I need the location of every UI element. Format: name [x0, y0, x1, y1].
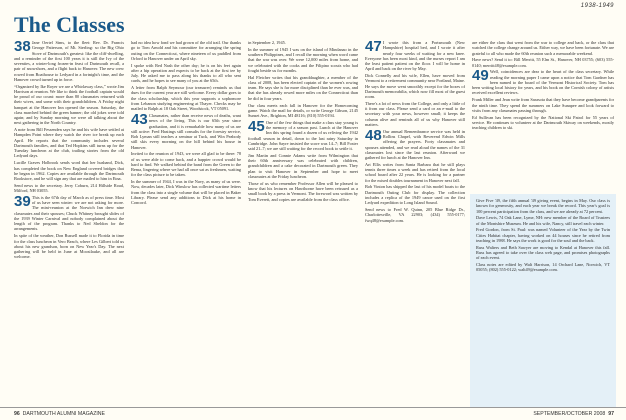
class-note-paragraph	[365, 207, 465, 223]
paragraph-text: In the summer of 1944, I was in the Navy, as many of us were. Now, decades later, Dick Winslow has collected wartime letters from the class into a single volume that will be placed in Baker Library. Please send any additions to Dick at his home in Concord.	[131, 179, 241, 206]
paragraph-text: Bob Vinton has shipped the last of his model boats to the Dartmouth Outing Club for display. The collection includes a replica of the 1949 canoe used on the first Ledyard expedition to Long Island Sound.	[365, 184, 465, 206]
paragraph-text: Russ Walters and Beth Sawyer are moving to Kendal at Hanover this fall. Russ has agreed to take over the class web page, and promises photographs of each event.	[476, 244, 610, 261]
class-note-paragraph	[472, 115, 614, 131]
paragraph-text: Hal Fletcher writes that his granddaughter, a member of the class of 2008, has been elected captain of the women's rowing team. He says she is far more disciplined than he ever was, and that she has already rowed more miles on the Connecticut than he did in four years.	[248, 74, 358, 101]
class-note-paragraph	[14, 183, 124, 194]
paragraph-text: A letter from Ralph Seymour (our treasurer) reminds us that dues for the current year are still welcome. Every dollar goes to the class scholarship, which this year supports a sophomore from Lebanon studying engineering at Thayer. Checks may be mailed to Ralph at 18 Oak Street, Woodstock, VT 05091.	[131, 85, 241, 112]
class-note-paragraph	[365, 40, 465, 72]
paragraph-text: Class notes are edited by Walt Harrison, 14 Orchard Lane, Norwich, VT 05055; (802) 555-0122; walt49@example.com.	[476, 262, 610, 273]
paragraph-text: Jim Martin and Connie Adams write from Wilmington that their 60th anniversary was celebrated with children, grandchildren and a cake decorated in Dartmouth green. They plan to visit Hanover in September and hope to meet classmates at the Friday luncheon.	[248, 152, 358, 179]
class-note-paragraph	[248, 47, 358, 73]
class-note-paragraph	[248, 153, 358, 179]
class-note-paragraph	[131, 179, 241, 205]
paragraph-text: Well, coincidences are dear to the heart of the class secretary. While reading the morning paper I came upon a notice that Tom Gardner has been named to the board of the Vermont Historical Society. Tom has been writing local history for years, and his book on the Cornish colony of artists received excellent reviews.	[472, 69, 614, 96]
footer-left	[14, 411, 105, 417]
issue-date: SEPTEMBER/OCTOBER 2008	[533, 411, 606, 417]
paragraph-text: Lucille Graves Holbrook sends word that her husband, Dick, has completed the book on New England covered bridges that he began in 1962. Copies are available through the Dartmouth Bookstore, and he will sign any that are mailed to him in Etna.	[14, 160, 124, 182]
class-note-paragraph	[131, 85, 241, 111]
paragraph-text: One of the few things that make a class stay young is the memory of a season past. Lunch at the Hanover Inn this spring found a dozen of us reliving the 1942 football season in detail, down to the last rainy Saturday in Cambridge. John Sayre insisted the score was 14–7; Bill Foster said 21–7; we are still waiting for the record book to settle it.	[248, 119, 358, 152]
paragraph-text: Have news? Send it to: Bill Merritt, 55 Elm St., Hanover, NH 03755; (603) 555-0140; merritt48@example.com.	[472, 57, 614, 68]
paragraph-text: “Organized by Ike Royer we are a Whirlaway class,” wrote Jim Harrison at reunion. We like to think the football captain would be proud of our count: more than 80 classmates returned with their wives, and some with their grandchildren. A Friday night banquet at the Hanover Inn opened the season. Saturday, the class marched behind the green banner; the old jokes were told again; and by Sunday morning we were all talking about the next gathering in the North Country.	[14, 83, 124, 126]
class-note-paragraph	[131, 63, 241, 84]
paragraph-text: in September 2, 1945.	[248, 40, 286, 45]
paragraph-text: I spoke with Red Nash the other day; he is on his feet again after a hip operation and expects to be back at the first tee by July. He asked me to pass along his thanks to all who sent cards, and he hopes to see many of you at the 65th.	[131, 62, 241, 84]
class-note-paragraph	[365, 73, 465, 99]
paragraph-text: In the summer of 1945 I was on the island of Mindanao in the southern Philippines, and I recall the morning when word came that the war was over. We were 12,000 miles from home, and we celebrated with the cooks and the Filipino scouts who had fought beside us for months.	[248, 46, 358, 73]
class-note-paragraph	[476, 245, 610, 261]
class-note-paragraph	[248, 103, 358, 119]
class-note-paragraph	[131, 151, 241, 177]
paragraph-text: A note from Bill Fessenden says he and his wife have settled at Hampden Point where they watch the river ice break up each April. He reports that the community includes several Dartmouth families, and that Ted Hopkins still turns up for the Tuesday luncheon at the club, trailing stories from the old Ledyard days.	[14, 127, 124, 159]
class-note-paragraph	[131, 40, 241, 61]
paragraph-text: I wrote this from a Portsmouth (New Hampshire) hospital bed, and I wrote it after nearly four weeks of waiting for a new knee. Everyone has been most kind, and the nurses report I am the least patient patient on the floor. I will be home in April and back on the river by May.	[365, 40, 465, 72]
paragraph-text: Dick Connelly and his wife, Ellen, have moved from Vermont to a retirement community near Portland, Maine. He says the move went smoothly except for the boxes of Dartmouth memorabilia, which now fill most of the guest room.	[365, 73, 465, 100]
page-number-right: 97	[608, 411, 614, 417]
class-note-paragraph	[14, 84, 124, 126]
column-1	[14, 40, 124, 405]
paragraph-text: are either the class that went from the war to college and back, or the class that watched the college change around us. Either way, we have been fortunate. We are grateful to all who made the 60th reunion such a memorable weekend.	[472, 40, 614, 56]
class-note-paragraph	[248, 40, 358, 45]
sidebar-text	[476, 198, 610, 404]
class-year-dropcap: 47	[365, 40, 382, 55]
paragraph-text: Dave Lewis, 74 Oak Lane, Lyme, NH: new member of the Board of Trustees of the Montshire Museum. He and his wife, Nancy, still travel each winter.	[476, 215, 610, 226]
paragraph-text: Frank Miller and Jean write from Sarasota that they have become grandparents for the ninth time. They spend the summers on Lake Sunapee and look forward to visits from any classmates passing through.	[472, 97, 614, 113]
paragraph-text: Our annual Remembrance service was held in Rollins Chapel, with Reverend Edwin Mills offering the prayers. Forty classmates and spouses attended, and we read aloud the names of the 31 classmates lost since the last reunion. Afterward we gathered for lunch at the Hanover Inn.	[365, 128, 465, 161]
paragraph-text: There's a lot of news from the College, and only a little of it from our class. Please send a card or an e-mail to the secretary with your news, however small; it keeps the column alive and reminds all of us why Hanover still matters.	[365, 100, 465, 127]
class-note-paragraph	[365, 162, 465, 183]
class-note-paragraph	[472, 57, 614, 68]
class-note-paragraph	[131, 113, 241, 150]
class-year-dropcap: 45	[248, 117, 265, 135]
class-note-paragraph	[476, 262, 610, 273]
paragraph-text: In spite of the weather, Don Russell made it to Florida in time for the class luncheon in Vero Beach, where Les Gilbert told us about his new grandson, born on New Year's Day. The next gathering will be held in June at Moosilauke, and all are welcome.	[14, 233, 124, 260]
paragraph-text: Classmates, rather than receive news of deaths, want news of the living. This is our 65th year since graduation, and it is remarkable how many of us are still active: Fred Hastings still consults for the forestry service, Bob Lyman still teaches a seminar at Tuck, and Win Peabody still skis every morning on the hill behind his house in Hanover.	[131, 113, 241, 150]
class-year-dropcap: 49	[472, 67, 489, 85]
paragraph-text: Those of us who remember Professor Allen will be pleased to know that his lectures on Hawthorne have been reissued as a small book by a press in Vermont. The foreword was written by Tom Everett, and copies are available from the class office.	[248, 180, 358, 202]
class-note-paragraph	[248, 75, 358, 101]
paragraph-text: Jane Oertel Sims, to the fleet: Rev. Dr. Francis George Patterson, of Mt. Sterling: so the Big Ohio Stove of Dartmouth's greatest: like the cliff-dwelling, and a reminder of the first 100 years it is still the Ivy of the seventies, a winter-long frozen-in feast of Dartmouth recall, a pair of snowshoes, and a flight back to Hanover. The new crew rowed from Boathouse to Ledyard in a fortnight's time, and the Hanover crowd turned up in force.	[14, 40, 124, 82]
class-note-paragraph	[14, 40, 124, 82]
paragraph-text: Send news to the secretary. Jerry Coburn, 214 Hillside Road, Milford, NH 03055.	[14, 182, 124, 194]
column-5	[472, 40, 614, 190]
sidebar-box	[470, 194, 616, 408]
paragraph-text: Ed Sullivan has been recognized by the National Ski Patrol for 55 years of service. He continues to volunteer at the Dartmouth Skiway on weekends, mostly teaching children to ski.	[472, 114, 614, 131]
class-note-paragraph	[476, 198, 610, 214]
column-4	[365, 40, 465, 405]
class-note-paragraph	[476, 227, 610, 243]
paragraph-text: This is the 67th day of March as of press time. Most of us have seen winter: we are not asking for more. The mini-reunion at the Norwich Inn drew nine classmates and their spouses; Chuck Whitney brought slides of the 1939 Winter Carnival and nobody complained about the length of the program. Thanks to Ned Sheldon for the arrangements.	[14, 194, 124, 232]
class-note-paragraph	[365, 101, 465, 127]
class-note-paragraph	[476, 215, 610, 226]
paragraph-text: Our class meets each fall in Hanover for the Homecoming game. Watch the mail for details, or write George Gibson, 2145 Sunset Ave., Brighton, MI 48116; (810) 555-0194.	[248, 102, 358, 119]
paragraph-text: Invited to the reunion of 1943, we were all glad to be there: 78 of us were able to come back, and a happier crowd would be hard to find. We walked behind the band from the Green to the Bema, lingering where we had all once sat as freshmen, waiting for the class picture to be taken.	[131, 151, 241, 178]
footer-rule	[0, 407, 626, 408]
class-note-paragraph	[248, 181, 358, 202]
paragraph-text: Send news to Fred W. Quinn, 205 Blue Ridge Dr., Charlottesville, VA 22903; (434) 555-0177; fwq48@example.com.	[365, 207, 465, 223]
class-year-dropcap: 38	[14, 40, 31, 55]
class-year-dropcap: 43	[131, 111, 148, 129]
paragraph-text: Fred Gordon, from St. Paul: was named Volunteer of the Year by the Twin Cities Habitat chapter, having worked on 44 houses since he retired from teaching in 1988. He says the work is good for the soul and the back.	[476, 227, 610, 243]
column-3	[248, 40, 358, 405]
publication-name: DARTMOUTH ALUMNI MAGAZINE	[22, 411, 106, 417]
section-title: The Classes	[14, 12, 125, 37]
class-note-paragraph	[248, 117, 358, 152]
paragraph-text: Art Ellis writes from Santa Barbara that he still plays tennis three times a week and has retired from the local school board after 22 years. He is looking for a partner for the mixed doubles tournament in Hanover next fall.	[365, 161, 465, 183]
class-note-paragraph	[472, 40, 614, 56]
class-year-dropcap: 48	[365, 126, 382, 144]
class-note-paragraph	[14, 192, 124, 232]
class-note-paragraph	[14, 160, 124, 181]
class-year-dropcap: 39	[14, 192, 31, 210]
column-2	[131, 40, 241, 405]
paragraph-text: Give Five '49, the fifth annual '49 giving event, begins in May. Our class is known for generosity, and each year we break the record. This year's goal is 100 percent participation from the class, and we are already at 72 percent.	[476, 198, 610, 214]
class-note-paragraph	[14, 233, 124, 259]
footer-right	[533, 411, 614, 417]
class-years-runner: 1938-1949	[580, 3, 614, 9]
page-number-left: 96	[14, 411, 20, 417]
class-note-paragraph	[472, 97, 614, 113]
class-note-paragraph	[365, 126, 465, 161]
class-note-paragraph	[14, 127, 124, 159]
class-note-paragraph	[472, 69, 614, 95]
class-note-paragraph	[365, 184, 465, 205]
paragraph-text: had no idea how fond we had grown of the old trail. Our thanks go to Tom Arnold and his committee for arranging the spring outing on the Connecticut, where nineteen of us paddled from Orford to Hanover under an April sky.	[131, 40, 241, 61]
